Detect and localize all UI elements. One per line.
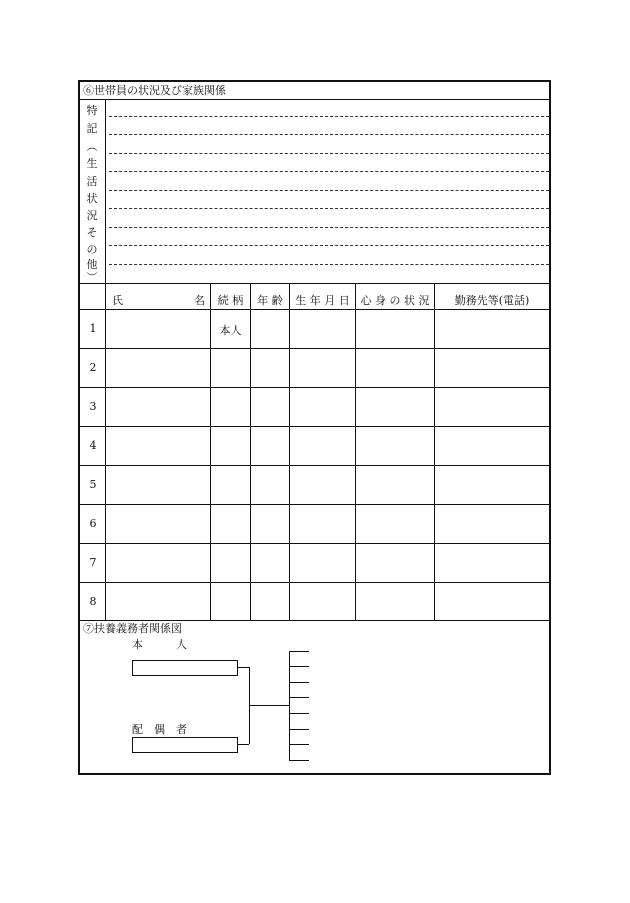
row-number: 6 <box>89 517 97 530</box>
connector-line <box>237 744 249 745</box>
form-sheet <box>78 80 551 775</box>
spouse-label: 配 偶 者 <box>132 723 187 736</box>
row-number: 5 <box>89 478 97 491</box>
grid-line <box>80 465 549 466</box>
header-name-given: 名 <box>194 294 205 307</box>
special-notes-char: 他 <box>86 258 98 271</box>
self-label: 本 人 <box>132 638 187 651</box>
grid-line <box>434 283 435 620</box>
special-notes-char: 況 <box>86 209 98 222</box>
header-workplace: 勤務先等(電話) <box>454 294 530 307</box>
special-notes-char: ︵ <box>86 140 98 153</box>
grid-line <box>250 283 251 620</box>
child-tick <box>289 697 309 698</box>
row-number: 7 <box>89 556 97 569</box>
special-notes-char: の <box>86 243 98 256</box>
spouse-name-box[interactable] <box>132 737 238 753</box>
row-number: 3 <box>89 400 97 413</box>
note-line <box>109 190 549 191</box>
grid-line <box>80 426 549 427</box>
grid-line <box>80 504 549 505</box>
special-notes-char: 状 <box>86 192 98 205</box>
note-line <box>109 134 549 135</box>
header-condition: 心 身 の 状 況 <box>360 294 430 307</box>
special-notes-char: 生 <box>86 157 98 170</box>
child-tick <box>289 651 309 652</box>
self-name-box[interactable] <box>132 660 238 676</box>
note-line <box>109 245 549 246</box>
row-number: 2 <box>89 361 97 374</box>
divider <box>80 283 549 284</box>
special-notes-char: 特 <box>86 104 98 117</box>
special-notes-char: 記 <box>86 122 98 135</box>
section6-title: ⑥世帯員の状況及び家族関係 <box>83 84 226 97</box>
note-line <box>109 227 549 228</box>
child-tick <box>289 760 309 761</box>
special-notes-char: 活 <box>86 175 98 188</box>
child-tick <box>289 744 309 745</box>
child-tick <box>289 729 309 730</box>
grid-line <box>80 309 549 310</box>
note-line <box>109 153 549 154</box>
child-tick <box>289 713 309 714</box>
divider <box>105 99 106 283</box>
grid-line <box>80 582 549 583</box>
child-tick <box>289 682 309 683</box>
grid-line <box>80 620 549 621</box>
section7-title: ⑦扶養義務者関係図 <box>83 622 182 635</box>
note-line <box>109 264 549 265</box>
header-age: 年 齢 <box>257 294 283 307</box>
note-line <box>109 208 549 209</box>
header-birthdate: 生 年 月 日 <box>295 294 350 307</box>
relation-cell[interactable]: 本人 <box>219 324 242 337</box>
note-line <box>109 116 549 117</box>
header-name-surname: 氏 <box>112 294 123 307</box>
header-relation: 続 柄 <box>217 294 244 307</box>
grid-line <box>80 348 549 349</box>
row-number: 8 <box>89 595 97 608</box>
row-number: 1 <box>89 322 97 335</box>
child-tick <box>289 666 309 667</box>
grid-line <box>289 283 290 620</box>
note-line <box>109 171 549 172</box>
connector-line <box>237 667 249 668</box>
grid-line <box>80 387 549 388</box>
grid-line <box>355 283 356 620</box>
row-number: 4 <box>89 439 97 452</box>
connector-line <box>249 705 289 706</box>
special-notes-char: ︶ <box>86 271 98 284</box>
grid-line <box>80 543 549 544</box>
divider <box>80 99 549 100</box>
special-notes-char: そ <box>86 226 98 239</box>
